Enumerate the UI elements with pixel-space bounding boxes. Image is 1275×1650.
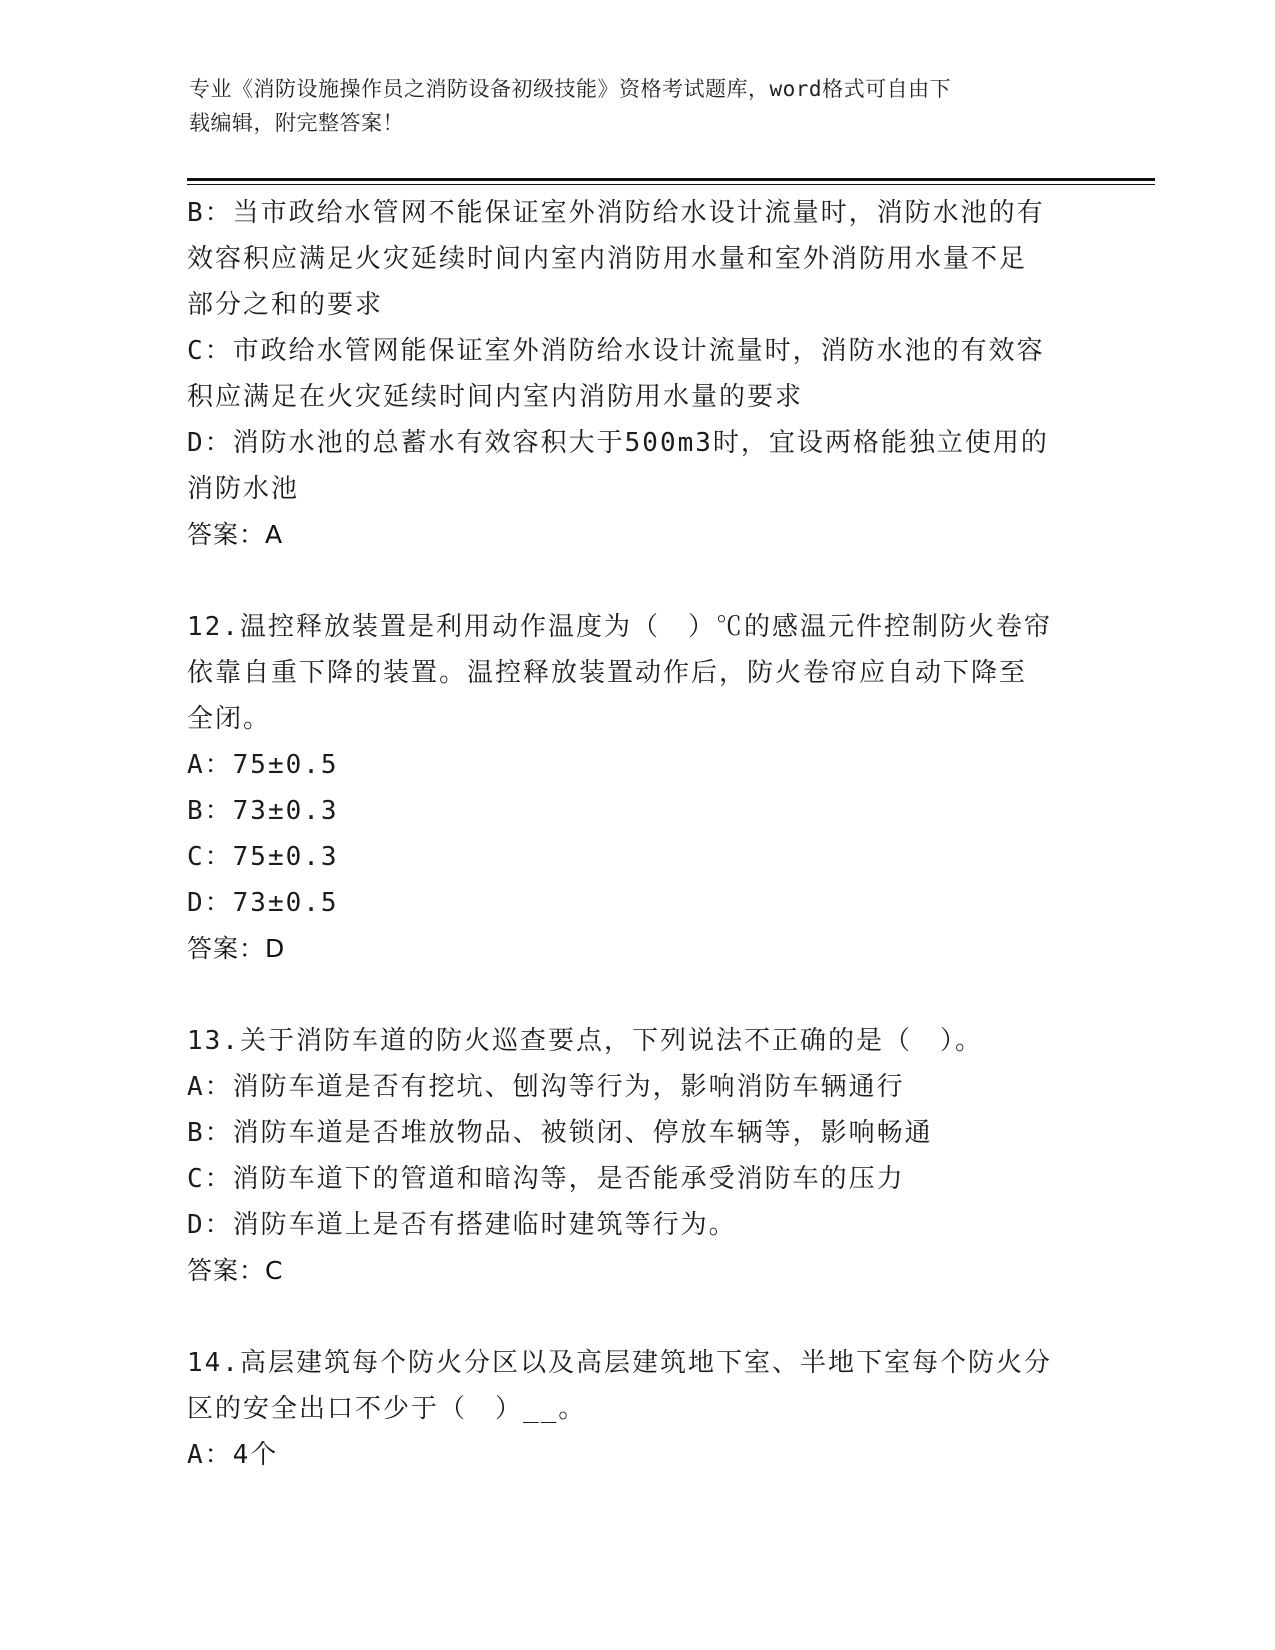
question-stem-line-1: 13.关于消防车道的防火巡查要点，下列说法不正确的是（ ）。 bbox=[187, 1026, 983, 1056]
question-stem-line-2: 依靠自重下降的装置。温控释放装置动作后，防火卷帘应自动下降至 bbox=[187, 658, 1028, 688]
option-d: D：消防车道上是否有搭建临时建筑等行为。 bbox=[187, 1210, 737, 1240]
option-b: B：消防车道是否堆放物品、被锁闭、停放车辆等，影响畅通 bbox=[187, 1118, 933, 1148]
option-d-line-2: 消防水池 bbox=[187, 474, 300, 504]
question-13-block bbox=[187, 1018, 1077, 1294]
question-12-block bbox=[187, 604, 1077, 972]
option-d-line-1: D：消防水池的总蓄水有效容积大于500m3时，宜设两格能独立使用的 bbox=[187, 428, 1049, 458]
option-d: D：73±0.5 bbox=[187, 888, 339, 918]
question-stem-line-2: 区的安全出口不少于（ ）__。 bbox=[187, 1394, 587, 1424]
question-stem-line-3: 全闭。 bbox=[187, 704, 272, 734]
header-line-2: 载编辑，附完整答案！ bbox=[189, 111, 404, 135]
option-a: A：消防车道是否有挖坑、刨沟等行为，影响消防车辆通行 bbox=[187, 1072, 905, 1102]
answer-label: 答案：D bbox=[187, 934, 286, 963]
option-b-line-3: 部分之和的要求 bbox=[187, 290, 384, 320]
question-14-block bbox=[187, 1340, 1077, 1478]
answer-label: 答案：C bbox=[187, 1256, 284, 1285]
question-stem-line-1: 12.温控释放装置是利用动作温度为（ ）℃的感温元件控制防火卷帘 bbox=[187, 612, 1052, 642]
question-content bbox=[187, 190, 1077, 1478]
option-b-line-2: 效容积应满足火灾延续时间内室内消防用水量和室外消防用水量不足 bbox=[187, 244, 1028, 274]
option-c-line-1: C：市政给水管网能保证室外消防给水设计流量时，消防水池的有效容 bbox=[187, 336, 1045, 366]
question-11-block bbox=[187, 190, 1077, 558]
answer-label: 答案：A bbox=[187, 520, 284, 549]
option-c-line-2: 积应满足在火灾延续时间内室内消防用水量的要求 bbox=[187, 382, 804, 412]
option-a: A：75±0.5 bbox=[187, 750, 339, 780]
header-line-1: 专业《消防设施操作员之消防设备初级技能》资格考试题库，word格式可自由下 bbox=[189, 77, 952, 101]
option-b-line-1: B：当市政给水管网不能保证室外消防给水设计流量时，消防水池的有 bbox=[187, 198, 1045, 228]
header-divider-thin bbox=[187, 184, 1155, 185]
option-c: C：消防车道下的管道和暗沟等，是否能承受消防车的压力 bbox=[187, 1164, 905, 1194]
option-a: A：4个 bbox=[187, 1440, 279, 1470]
header-divider-thick bbox=[187, 178, 1155, 181]
option-b: B：73±0.3 bbox=[187, 796, 339, 826]
document-header bbox=[189, 72, 1069, 140]
option-c: C：75±0.3 bbox=[187, 842, 339, 872]
question-stem-line-1: 14.高层建筑每个防火分区以及高层建筑地下室、半地下室每个防火分 bbox=[187, 1348, 1052, 1378]
